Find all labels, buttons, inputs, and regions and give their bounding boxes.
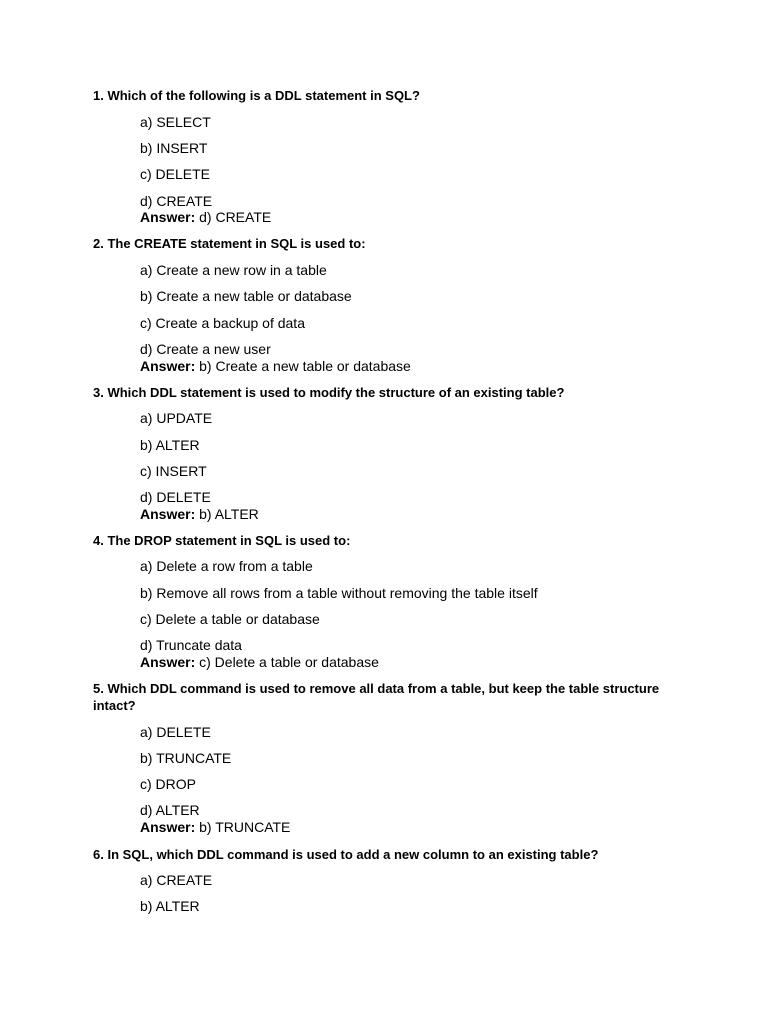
q4-option-b: b) Remove all rows from a table without removing the table itself (140, 585, 538, 601)
q3-answer-label: Answer: (140, 506, 196, 522)
q5-option-c: c) DROP (140, 776, 196, 792)
q5-answer (140, 819, 290, 835)
q4-answer-label: Answer: (140, 654, 196, 670)
q4-option-d: d) Truncate data (140, 637, 242, 653)
q2-option-d: d) Create a new user (140, 341, 271, 357)
q3-option-c: c) INSERT (140, 463, 207, 479)
question-4: 4. The DROP statement in SQL is used to: (93, 533, 351, 548)
question-2: 2. The CREATE statement in SQL is used to: (93, 236, 366, 251)
q3-option-b: b) ALTER (140, 437, 200, 453)
q5-option-d: d) ALTER (140, 802, 200, 818)
q1-answer-label: Answer: (140, 209, 196, 225)
q1-option-a: a) SELECT (140, 114, 211, 130)
q1-option-b: b) INSERT (140, 140, 208, 156)
q3-answer (140, 506, 259, 522)
q3-answer-value: b) ALTER (195, 506, 259, 522)
q2-answer-label: Answer: (140, 358, 196, 374)
q1-option-c: c) DELETE (140, 166, 211, 182)
q2-option-c: c) Create a backup of data (140, 315, 305, 331)
q1-answer-value: d) CREATE (195, 209, 272, 225)
q5-answer-value: b) TRUNCATE (195, 819, 291, 835)
question-6: 6. In SQL, which DDL command is used to add a new column to an existing table? (93, 847, 599, 862)
q6-option-a: a) CREATE (140, 872, 213, 888)
q4-answer-value: c) Delete a table or database (195, 654, 379, 670)
question-3: 3. Which DDL statement is used to modify the structure of an existing table? (93, 385, 565, 400)
q4-option-c: c) Delete a table or database (140, 611, 320, 627)
q4-option-a: a) Delete a row from a table (140, 558, 313, 574)
question-5: 5. Which DDL command is used to remove all data from a table, but keep the table structure intact? (93, 681, 660, 713)
q2-answer (140, 358, 411, 374)
q2-answer-value: b) Create a new table or database (195, 358, 411, 374)
q3-option-d: d) DELETE (140, 489, 211, 505)
q5-answer-label: Answer: (140, 819, 196, 835)
question-1: 1. Which of the following is a DDL statement in SQL? (93, 88, 420, 103)
q2-option-a: a) Create a new row in a table (140, 262, 327, 278)
q4-answer (140, 654, 379, 670)
q2-option-b: b) Create a new table or database (140, 288, 352, 304)
q5-option-b: b) TRUNCATE (140, 750, 232, 766)
q3-option-a: a) UPDATE (140, 410, 213, 426)
q1-option-d: d) CREATE (140, 193, 213, 209)
q5-option-a: a) DELETE (140, 724, 211, 740)
q6-option-b: b) ALTER (140, 898, 200, 914)
q1-answer (140, 209, 271, 225)
